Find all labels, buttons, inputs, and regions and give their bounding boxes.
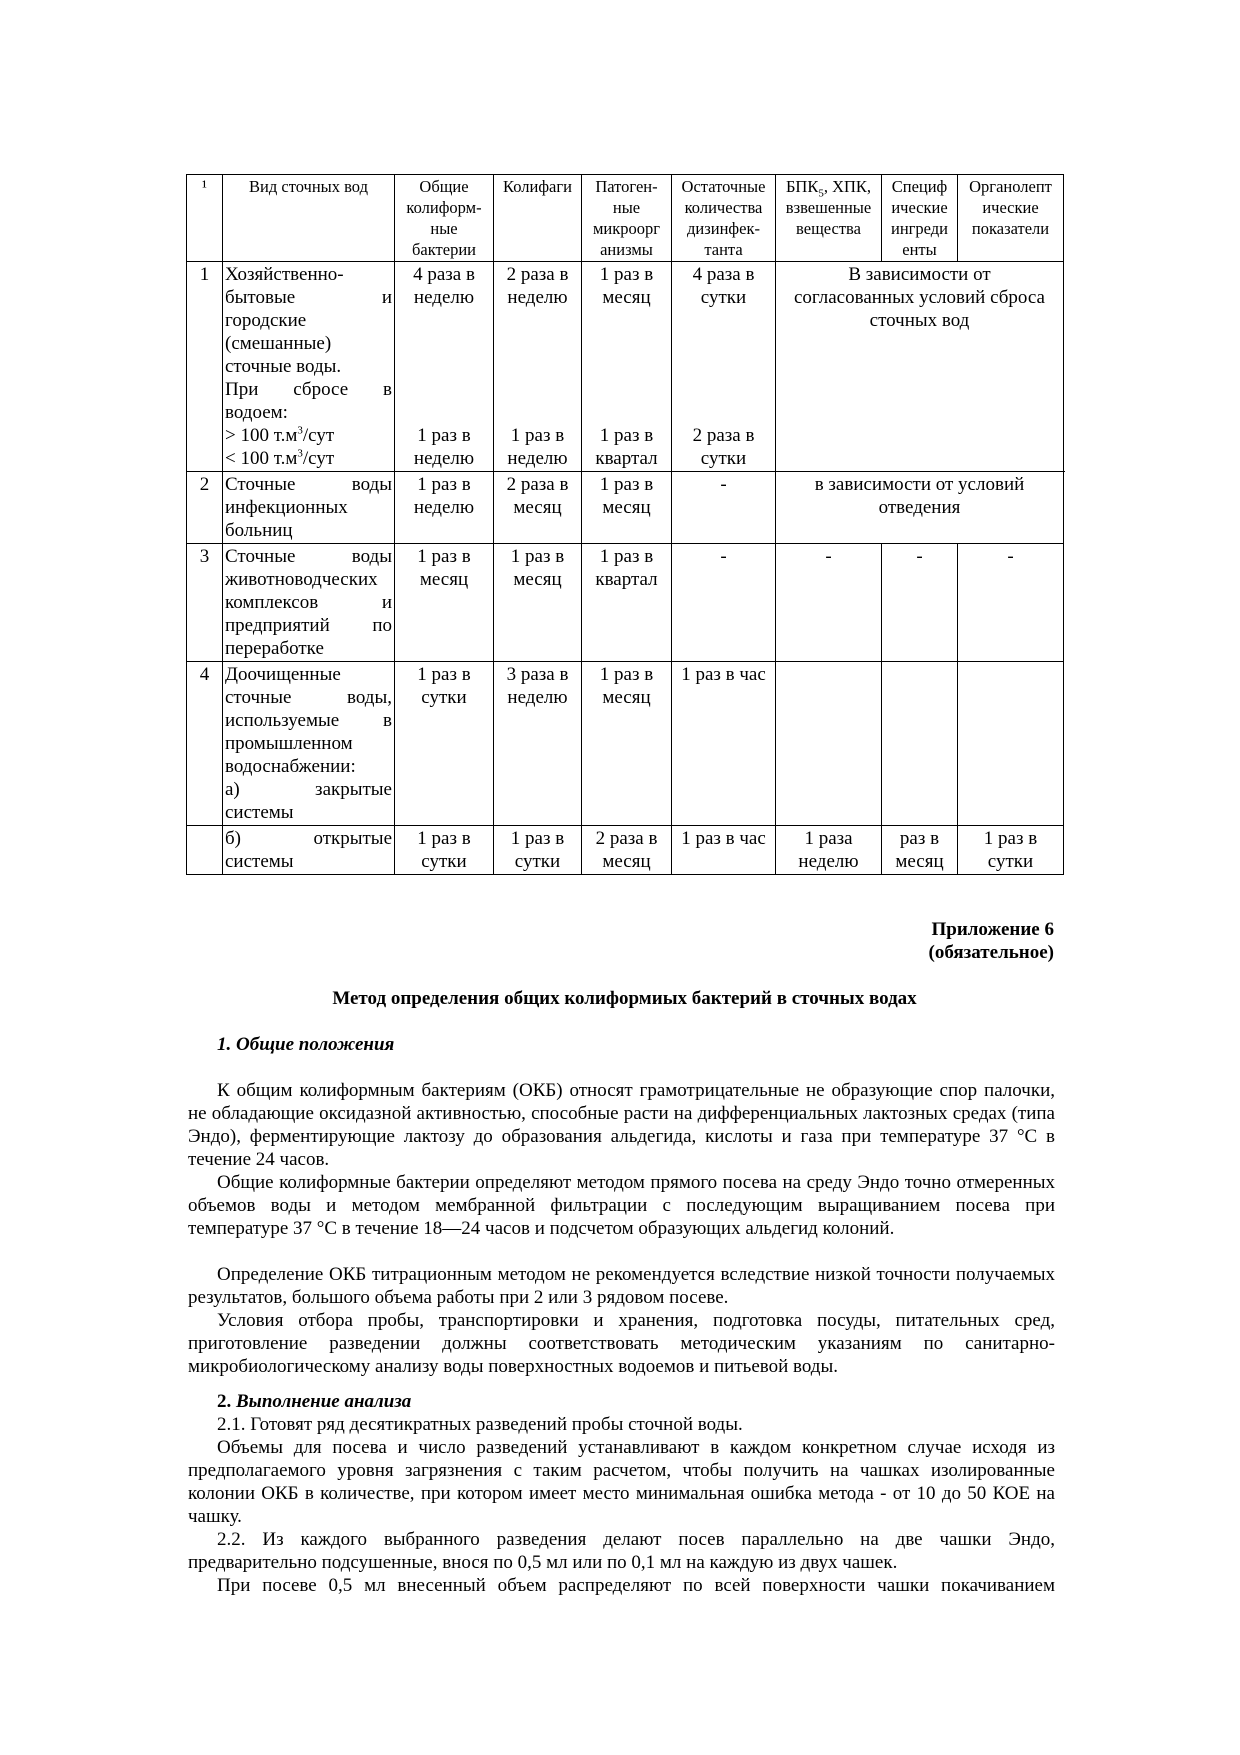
paragraph: Объемы для посева и число разведений устанавливают в каждом конкретном случае исходя из предполагаемого уровня загрязнения с таким расчетом, чтобы получить на чашках изолированные колонии ОКБ в количестве, при котором имеет место минимальная ошибка метода - от 10 до 50 КОЕ на чашку. <box>188 1437 1055 1527</box>
section-heading-analysis <box>217 1390 411 1413</box>
header-bpk: $БПК_5$, ХПК, взвешенные вещества <box>776 175 882 262</box>
header-num: ¹ <box>187 175 223 262</box>
table-row <box>187 662 1064 826</box>
header-specific: Специф ические ингреди енты <box>882 175 958 262</box>
header-organoleptic: Органолепт ические показатели <box>958 175 1064 262</box>
table-row <box>187 472 1064 544</box>
cell-okb: 1 раз в сутки <box>395 662 494 826</box>
cell-specific <box>882 662 958 826</box>
cell-residual: 4 раза в сутки 2 раза в сутки <box>672 262 776 472</box>
paragraph: При посеве 0,5 мл внесенный объем распределяют по всей поверхности чашки покачиванием <box>217 1575 1055 1596</box>
cell-coliphages: 2 раза в месяц <box>494 472 582 544</box>
cell-residual: - <box>672 472 776 544</box>
cell-pathogens: 1 раз в месяц <box>582 662 672 826</box>
header-residual: Остаточные количества дизинфек- танта <box>672 175 776 262</box>
cell-okb: 1 раз в месяц <box>395 544 494 662</box>
cell-okb: 4 раза в неделю 1 раз в неделю <box>395 262 494 472</box>
cell-specific: - <box>882 544 958 662</box>
table-row <box>187 262 1064 472</box>
cell-okb: 1 раз в сутки <box>395 826 494 875</box>
paragraph: Определение ОКБ титрационным методом не рекомендуется вследствие низкой точности получаемых результатов, большого объема работы при 2 или 3 рядовом посеве. <box>188 1264 1055 1308</box>
row-description: Сточные воды инфекционных больниц <box>223 472 395 544</box>
row-description: Хозяйственно- бытовые и городские (смешанные) сточные воды. При сбросе в водоем: > 100 $т.м^3$/сут < 100 $т.м^3$/сут <box>223 262 395 472</box>
section-number: 2. <box>217 1391 236 1412</box>
table-header-row <box>187 175 1064 262</box>
cell-coliphages: 2 раза в неделю 1 раз в неделю <box>494 262 582 472</box>
document-title: Метод определения общих колиформиых бактерий в сточных водах <box>332 988 917 1009</box>
header-pathogens: Патоген- ные микроорг анизмы <box>582 175 672 262</box>
cell-bpk: 1 раза неделю <box>776 826 882 875</box>
cell-pathogens: 1 раз в месяц <box>582 472 672 544</box>
header-type: Вид сточных вод <box>223 175 395 262</box>
cell-residual: - <box>672 544 776 662</box>
cell-pathogens: 1 раз в квартал <box>582 544 672 662</box>
monitoring-frequency-table <box>186 174 1064 875</box>
cell-merged-conditions: В зависимости от согласованных условий сброса сточных вод <box>776 262 1064 472</box>
table-row <box>187 544 1064 662</box>
cell-organoleptic <box>958 662 1064 826</box>
row-number: 2 <box>187 472 223 544</box>
cell-coliphages: 1 раз в месяц <box>494 544 582 662</box>
section-title: Выполнение анализа <box>236 1391 412 1412</box>
cell-pathogens: 1 раз в месяц 1 раз в квартал <box>582 262 672 472</box>
cell-residual: 1 раз в час <box>672 826 776 875</box>
paragraph: К общим колиформным бактериям (ОКБ) относят грамотрицательные не образующие спор палочки, не обладающие оксидазной активностью, способные расти на дифференциальных лактозных средах (типа Эндо), ферментирующие лактозу до образования альдегида, кислоты и газа при температуре 37 °С в течение 24 часов. <box>188 1080 1055 1170</box>
cell-okb: 1 раз в неделю <box>395 472 494 544</box>
paragraph: 2.2. Из каждого выбранного разведения делают посев параллельно на две чашки Эндо, предварительно подсушенные, внося по 0,5 мл или по 0,1 мл на каждую из двух чашек. <box>188 1529 1055 1573</box>
row-description: Сточные воды животноводческих комплексов и предприятий по переработке <box>223 544 395 662</box>
cell-coliphages: 3 раза в неделю <box>494 662 582 826</box>
cell-specific: раз в месяц <box>882 826 958 875</box>
section-heading-general: 1. Общие положения <box>217 1034 395 1055</box>
cell-bpk: - <box>776 544 882 662</box>
row-number: 4 <box>187 662 223 826</box>
cell-pathogens: 2 раза в месяц <box>582 826 672 875</box>
header-coliphages: Колифаги <box>494 175 582 262</box>
annex-status: (обязательное) <box>928 942 1054 963</box>
cell-organoleptic: - <box>958 544 1064 662</box>
header-okb: Общие колиформ- ные бактерии <box>395 175 494 262</box>
cell-coliphages: 1 раз в сутки <box>494 826 582 875</box>
cell-bpk <box>776 662 882 826</box>
cell-merged-conditions: в зависимости от условий отведения <box>776 472 1064 544</box>
row-description: Доочищенные сточные воды, используемые в промышленном водоснабжении: а) закрытые системы <box>223 662 395 826</box>
annex-label: Приложение 6 <box>931 919 1054 940</box>
row-number <box>187 826 223 875</box>
paragraph: Общие колиформные бактерии определяют методом прямого посева на среду Эндо точно отмеренных объемов воды и методом мембранной фильтрации с последующим выращиванием посева при температуре 37 °С в течение 18—24 часов и подсчетом образующих альдегид колоний. <box>188 1172 1055 1239</box>
cell-residual: 1 раз в час <box>672 662 776 826</box>
paragraph: 2.1. Готовят ряд десятикратных разведений пробы сточной воды. <box>217 1414 743 1435</box>
table-row <box>187 826 1064 875</box>
paragraph: Условия отбора пробы, транспортировки и хранения, подготовка посуды, питательных сред, приготовление разведении должны соответствовать методическим указаниям по санитарно-микробиологическому анализу воды поверхностных водоемов и питьевой воды. <box>188 1310 1055 1377</box>
row-number: 1 <box>187 262 223 472</box>
row-description: б) открытые системы <box>223 826 395 875</box>
row-number: 3 <box>187 544 223 662</box>
cell-organoleptic: 1 раз в сутки <box>958 826 1064 875</box>
